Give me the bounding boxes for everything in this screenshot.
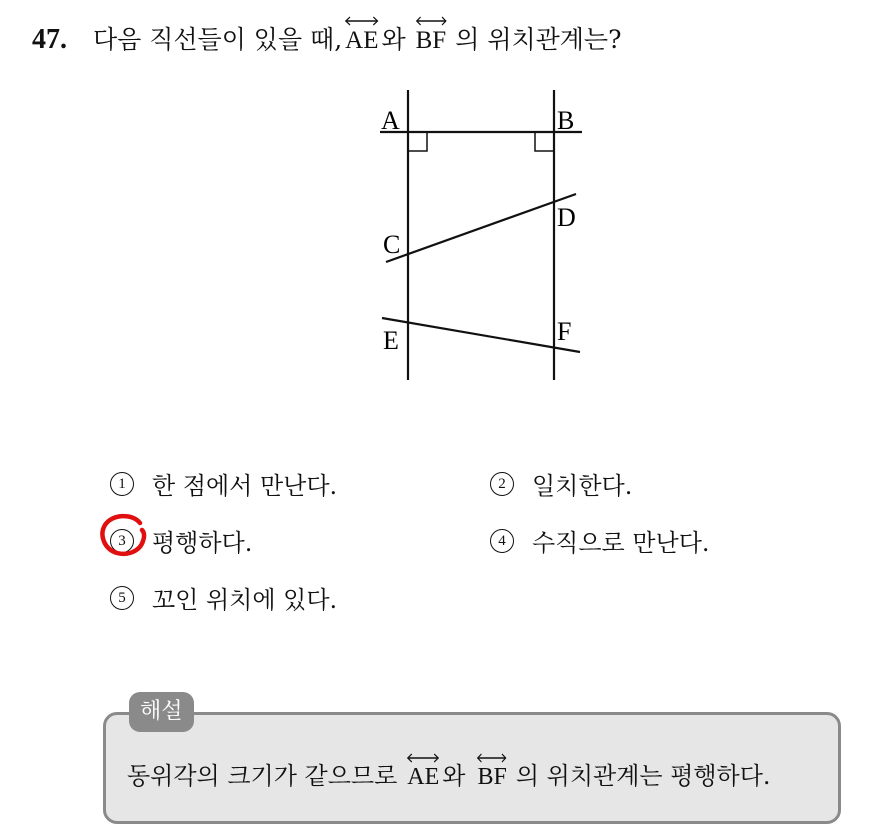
answer-circle-mark (98, 511, 152, 559)
double-arrow-icon (407, 753, 439, 763)
line-ae-label: AE (345, 27, 379, 54)
choice-text-4: 수직으로 만난다. (532, 529, 710, 557)
point-label-d: D (557, 203, 576, 232)
point-label-b: B (557, 106, 575, 135)
choice-text-1: 한 점에서 만난다. (152, 472, 338, 500)
choice-number-3: 3 (110, 529, 134, 553)
line-cd (386, 194, 576, 262)
point-label-c: C (383, 230, 401, 259)
line-ef (382, 318, 580, 352)
double-arrow-icon (416, 16, 447, 26)
question-number: 47. (32, 24, 67, 55)
choice-number-2: 2 (490, 472, 514, 496)
explanation-connector: 와 (442, 762, 466, 790)
line-bf-notation (416, 27, 447, 55)
line-bf-label: BF (415, 27, 447, 54)
choice-5[interactable] (110, 580, 337, 615)
choice-number-1: 1 (110, 472, 134, 496)
explanation-line-ae-notation (407, 764, 439, 791)
question-text-before: 다음 직선들이 있을 때, (93, 25, 343, 54)
explanation-line-bf-label: BF (477, 764, 507, 790)
choice-text-5: 꼬인 위치에 있다. (152, 586, 338, 614)
choice-4[interactable] (490, 523, 710, 558)
choice-number-5: 5 (110, 586, 134, 610)
choice-2[interactable] (490, 466, 632, 501)
choice-1[interactable] (110, 466, 337, 501)
explanation-tag: 해설 (129, 692, 194, 732)
question-text-after: 의 위치관계는? (455, 25, 622, 54)
explanation-text-after: 의 위치관계는 평행하다. (515, 762, 771, 790)
choice-text-2: 일치한다. (532, 472, 633, 500)
double-arrow-icon (477, 753, 506, 763)
right-angle-mark-b (535, 132, 554, 151)
question-connector: 와 (381, 25, 406, 54)
explanation-line-bf-notation (477, 764, 506, 791)
explanation-text (127, 756, 771, 791)
line-ae-notation (345, 27, 378, 55)
point-label-e: E (383, 326, 399, 355)
question (32, 20, 621, 56)
right-angle-mark-a (408, 132, 427, 151)
point-label-f: F (557, 317, 572, 346)
geometry-figure (370, 85, 600, 385)
double-arrow-icon (345, 16, 378, 26)
point-label-a: A (381, 106, 400, 135)
explanation-text-before: 동위각의 크기가 같으므로 (127, 762, 398, 790)
explanation-line-ae-label: AE (407, 764, 440, 790)
choice-number-4: 4 (490, 529, 514, 553)
choice-text-3: 평행하다. (152, 529, 253, 557)
